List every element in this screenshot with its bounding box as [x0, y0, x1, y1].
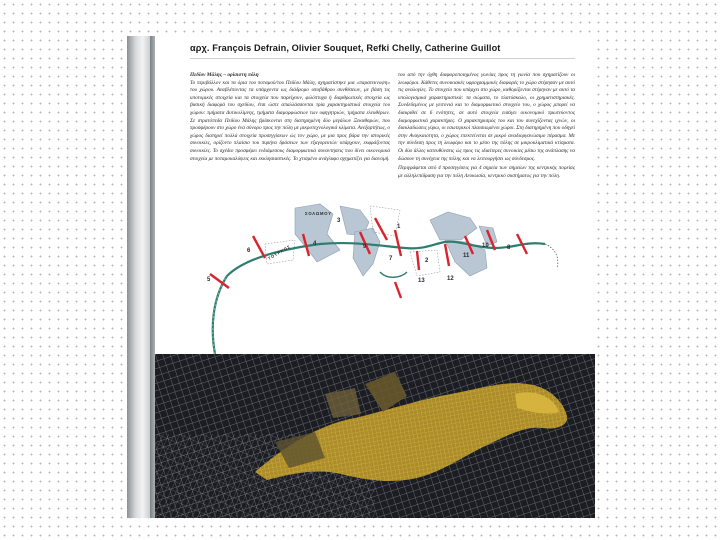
- marker-12: 12: [447, 276, 454, 282]
- cut-line: [417, 251, 419, 270]
- river-continuation: [545, 244, 558, 268]
- cut-line: [395, 282, 401, 298]
- street-label-south: ΤΟΥΡΚΟΣ: [267, 243, 292, 261]
- marker-7: 7: [389, 256, 393, 262]
- river-line: [213, 242, 545, 354]
- river-plan-diagram: [155, 36, 595, 354]
- column-closing: Περιγράφεται από 4 προσεγγίσεις για 4 σημεία των σημείων της κεντρικής πορείας με αλληλεπίδραση για την πόλη Λευκωσία, κεντρικό συστήματος για την πόλη.: [398, 165, 575, 179]
- marker-13: 13: [418, 278, 425, 284]
- scanned-page: [155, 36, 595, 518]
- street-label-north: ΣΟΛΩΜΟΥ: [305, 211, 332, 216]
- marker-3: 3: [337, 218, 341, 224]
- marker-6: 6: [247, 248, 251, 254]
- block-east-north: [430, 212, 477, 240]
- column-body-left: Το περιβάλλον και τα όρια του ποταμού/του Πεδίου Μάλη, σχηματίστηκε μια «παρατεκνοψη» του χώρου. Αναβλέποντας τα υπάρχοντα ως διάδρομο υποβάθρου συνθέσεων, με βάση τις υποτομικές στοιχεία και τα στοιχεία που παρείχουν, φιλόπτυχα ή διαρθρωτικές στοιχεία ως βασική διαφορά του σχεδίου, έτσι ώστε απαλλάσσονται τρία χαρακτηριστικά στοιχεία του χώρου: τμήματα Δυτικολίμνης, τμήματα διαμορφώσεων των υφηγητριών, τμήματα ελευθέρων. Σε στρατόπεδα Πεδίου Μάλης βρίσκονται στη διατηρημένη δύο μεγάλων Ξεκαθαρών, που προσφέρουν στο χώρο ένα σύνορο προς την πόλη με μικροτεχνολογικά κλίματα. Ανεξαρτήτως, ο χώρος διατηρεί πολλά στοιχεία προσεγγίσεων ώς τον χώρο, με μια προς βάρα την ιστορικές συνοικίες, ορίζοντο πλαίσιο του πυρήνα δράσεων των εξαγορευτών υπάρχουν, εκφράζοντας συνοικίες. Το σχέδιο προσφέρει ενδιάμεσους διαμορφωτικά συναντήσεις που δίνει οικονομικά στοιχεία με ποταμοκαλύψεις και εκκλησιαστικές. Το χτισμένο ανάγλυφο σχηματίζει για διανομή.: [190, 79, 390, 162]
- block-center-south: [353, 228, 380, 276]
- page-title: αρχ. François Defrain, Olivier Souquet, Refki Chelly, Catherine Guillot: [190, 43, 501, 53]
- column-body-right: του από την όχθη διαφοροποιημένος γωνίας προς τη γωνία που σχηματίζουν οι λεωφόροι. Κάθετες συνοικιακές υφρογραμμικές διαφορές το χώρο στέρησαν με αυτό τις αναλογίες. Το στοιχείο που υπάρχει στο χώρο, καθορίζονται στέρηναν με αυτό τα υπολογισμικά χαρακτηριστικά: τα σώματα, το πλατύσκαλο, οι χρηματιστηριακές. Συνδεδεμένος με γειτονιά και το διαμορφωτικό στοιχείο του, ο χώρος μπορεί να διακριθεί σε 6 ενότητες, σε αυτό στοιχεία εισάγει οικονομικό πρωτεύοντος διαμορφωτικά χαρακτήρες. Ο χαρακτηρισμός του και του συνεχίζοντας ιχνών, οι διακλαδώσεις γύρω, οι εσωτερικοί πλαισιωμένοι χώροι. Στη διατηρημένη που οδηγεί στην Αναγκαιότητα, ο χώρος επεκτείνεται σε μικρό αναδιοργανώσιμο πέρασμα. Με την σύνδεση προς τη λεωφόρο και το μέσο της πόλης σε μικροκλιματικά κτίσματα. Οι δύο άλλες κατευθύνσεις ώς προς τις ιδιαίτερες συνοικίες μέσω της ανάπλασης να δώσουν τη συνέχεια της πόλης και να λειτουργήσει ως σύνδεσμος.: [398, 72, 575, 162]
- aerial-city-map-icon: [155, 354, 595, 518]
- marker-1: 1: [397, 224, 401, 230]
- marker-8: 8: [507, 245, 511, 251]
- marker-10: 10: [482, 243, 489, 249]
- marker-2: 2: [425, 258, 429, 264]
- column-subheading: Πεδίον Μάλης – ορίσιστη πόλη: [190, 72, 259, 78]
- marker-11: 11: [463, 253, 470, 259]
- marker-9: 9: [363, 244, 367, 250]
- cut-line: [253, 236, 265, 258]
- cut-line: [395, 230, 401, 256]
- aerial-city-photo: [155, 354, 595, 518]
- river-branch: [380, 272, 407, 277]
- marker-5: 5: [207, 277, 211, 283]
- marker-4: 4: [313, 241, 317, 247]
